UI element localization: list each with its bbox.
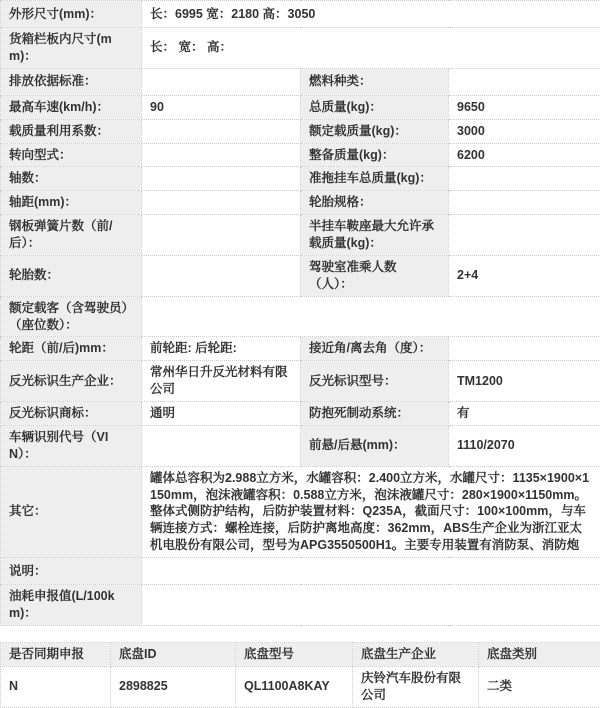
row-label: 钢板弹簧片数（前/后）： [1, 215, 142, 256]
row-label: 燃料种类： [301, 68, 449, 95]
row-value: 常州华日升反光材料有限公司 [142, 361, 301, 402]
table-row [1, 143, 600, 167]
row-value: 有 [449, 402, 600, 426]
row-label: 准拖挂车总质量(kg)： [301, 167, 449, 191]
row-label: 总质量(kg)： [301, 95, 449, 119]
table-row [1, 167, 600, 191]
table-row [1, 28, 600, 69]
table-row [1, 255, 600, 296]
table-row [1, 558, 600, 585]
row-label: 额定载客（含驾驶员）（座位数）： [1, 296, 142, 337]
row-value: 长：6995 宽：2180 高：3050 [142, 1, 600, 28]
row-label: 油耗申报值(L/100km)： [1, 585, 142, 626]
table-row [1, 119, 600, 143]
row-label: 轴数： [1, 167, 142, 191]
table-row [1, 402, 600, 426]
row-label: 额定载质量(kg)： [301, 119, 449, 143]
row-value [142, 167, 301, 191]
row-label: 排放依据标准： [1, 68, 142, 95]
table-row-other [1, 466, 600, 557]
table-row [1, 215, 600, 256]
row-label: 驾驶室准乘人数（人）： [301, 255, 449, 296]
row-label: 防抱死制动系统： [301, 402, 449, 426]
table-row [1, 68, 600, 95]
row-value-other-text: 罐体总容积为2.988立方米，水罐容积：2.400立方米，水罐尺寸：1135×1900×1150mm，泡沫液罐容积：0.588立方米，泡沫液罐尺寸：280×1900×1150mm。整体式侧防护结构，后防护装置材料：Q235A，截面尺寸：100×100mm，与车辆连接方式：螺栓连接，后防护离地高度：362mm，ABS生产企业为浙江亚太机电股份有限公司，型号为APG3550500H1。主要专用装置有消防泵、消防炮 [142, 466, 600, 557]
chassis-header-manufacturer: 底盘生产企业 [353, 642, 479, 666]
row-value: 6200 [449, 143, 600, 167]
row-label: 其它： [1, 466, 142, 557]
row-label: 轮胎规格： [301, 191, 449, 215]
table-row [1, 191, 600, 215]
row-value [449, 191, 600, 215]
row-value [449, 68, 600, 95]
row-value [449, 167, 600, 191]
row-value [142, 585, 600, 626]
chassis-header-category: 底盘类别 [479, 642, 600, 666]
row-value [142, 296, 600, 337]
chassis-same-period: N [1, 666, 111, 707]
chassis-data-row [1, 666, 600, 707]
row-label: 轴距(mm)： [1, 191, 142, 215]
row-label: 半挂车鞍座最大允许承载质量(kg)： [301, 215, 449, 256]
row-label: 轮胎数： [1, 255, 142, 296]
row-label: 反光标识型号： [301, 361, 449, 402]
chassis-id: 2898825 [111, 666, 236, 707]
row-value [449, 337, 600, 361]
row-label: 反光标识商标： [1, 402, 142, 426]
chassis-header-same-period: 是否同期申报 [1, 642, 111, 666]
row-label: 车辆识别代号（VIN）： [1, 425, 142, 466]
row-label: 前悬/后悬(mm)： [301, 425, 449, 466]
chassis-header-row [1, 642, 600, 666]
row-value: 1110/2070 [449, 425, 600, 466]
row-value: 长： 宽： 高： [142, 28, 600, 69]
row-value [142, 119, 301, 143]
row-label: 转向型式： [1, 143, 142, 167]
table-row [1, 1, 600, 28]
chassis-header-id: 底盘ID [111, 642, 236, 666]
table-row [1, 296, 600, 337]
chassis-category: 二类 [479, 666, 600, 707]
row-value [142, 215, 301, 256]
row-label: 整备质量(kg)： [301, 143, 449, 167]
row-value: 3000 [449, 119, 600, 143]
row-label: 最高车速(km/h)： [1, 95, 142, 119]
row-value [142, 558, 600, 585]
table-row [1, 585, 600, 626]
row-label: 货箱栏板内尺寸(mm)： [1, 28, 142, 69]
row-label: 载质量利用系数： [1, 119, 142, 143]
row-value: 2+4 [449, 255, 600, 296]
row-label: 接近角/离去角（度）： [301, 337, 449, 361]
chassis-manufacturer: 庆铃汽车股份有限公司 [353, 666, 479, 707]
row-value: TM1200 [449, 361, 600, 402]
chassis-header-model: 底盘型号 [236, 642, 353, 666]
row-value [449, 215, 600, 256]
row-value: 前轮距: 后轮距: [142, 337, 301, 361]
table-row [1, 361, 600, 402]
chassis-table [0, 642, 600, 708]
row-value: 90 [142, 95, 301, 119]
row-label: 说明： [1, 558, 142, 585]
row-value [142, 143, 301, 167]
row-value [142, 255, 301, 296]
row-value [142, 191, 301, 215]
row-value: 通明 [142, 402, 301, 426]
row-value [142, 425, 301, 466]
row-label: 反光标识生产企业： [1, 361, 142, 402]
row-label: 轮距（前/后)mm： [1, 337, 142, 361]
row-label: 外形尺寸(mm)： [1, 1, 142, 28]
row-value [142, 68, 301, 95]
chassis-model: QL1100A8KAY [236, 666, 353, 707]
table-row [1, 95, 600, 119]
table-row [1, 425, 600, 466]
table-row [1, 337, 600, 361]
row-value: 9650 [449, 95, 600, 119]
